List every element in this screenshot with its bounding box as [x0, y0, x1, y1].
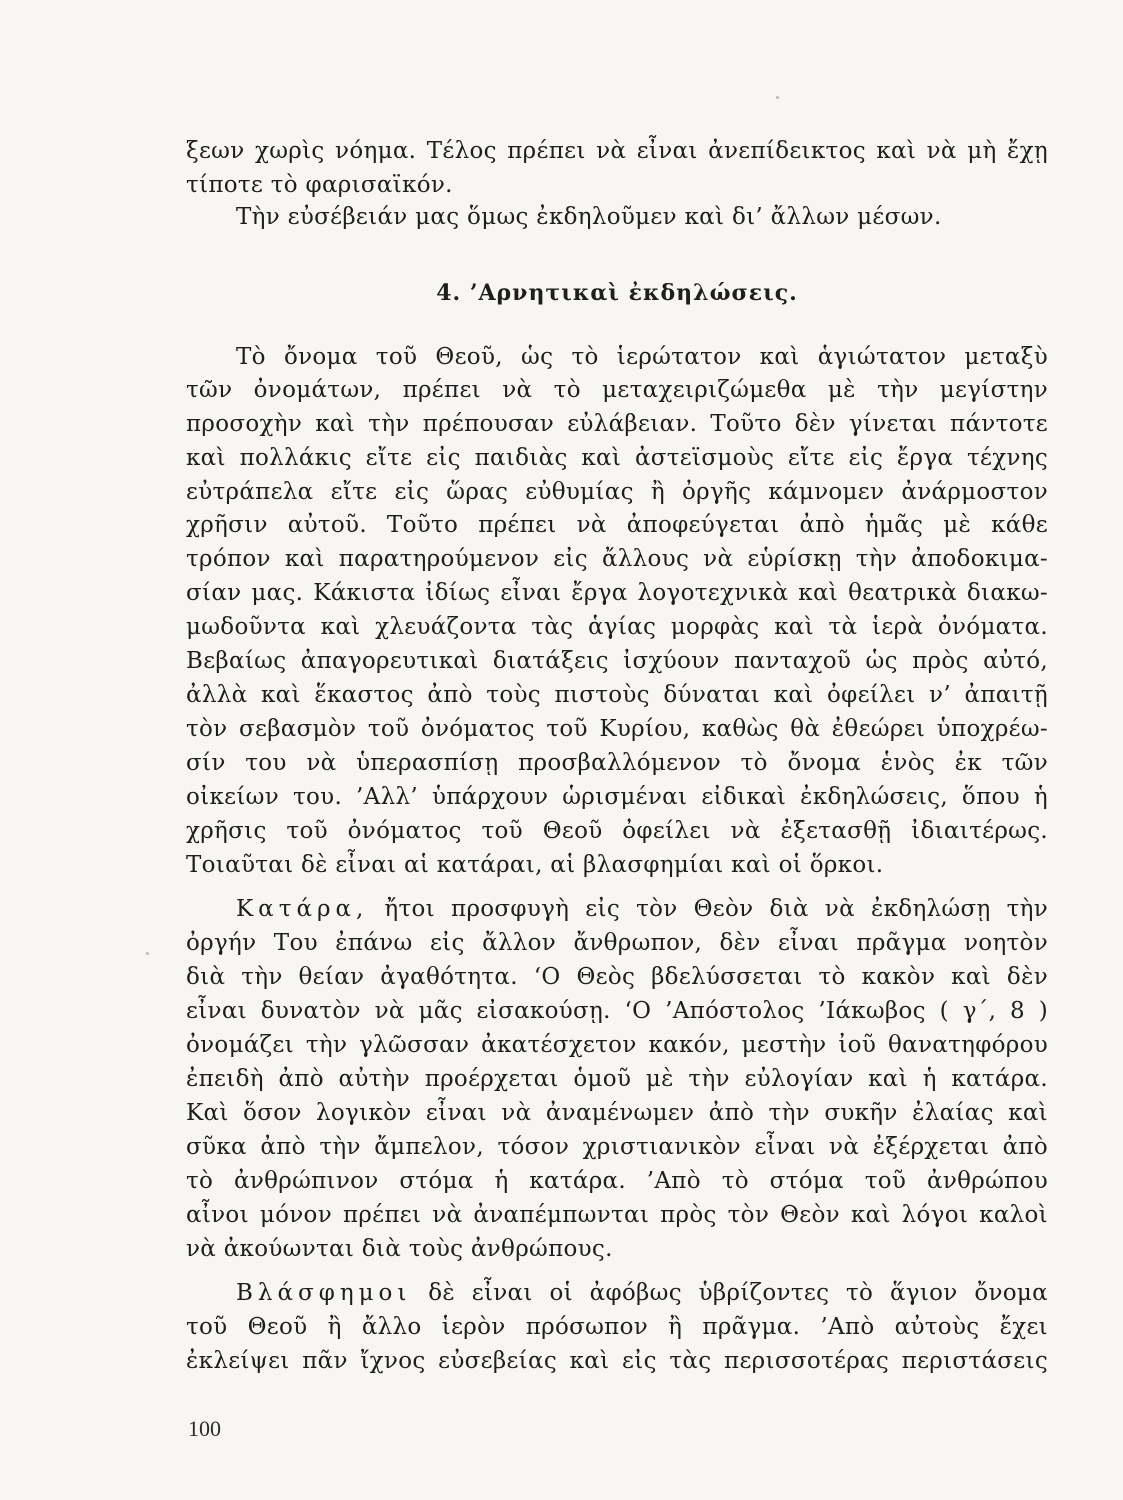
text-line: τοῦ Θεοῦ ἢ ἄλλο ἱερὸν πρόσωπον ἢ πρᾶγμα. ’Απὸ αὐτοὺς ἔχει	[186, 1314, 1048, 1340]
text-line: καὶ πολλάκις εἴτε εἰς παιδιὰς καὶ ἀστεϊσμοὺς εἴτε εἰς ἔργα τέχνης	[186, 445, 1048, 471]
line-rest: δὲ εἶναι οἱ ἀφόβως ὑβρίζοντες τὸ ἅγιον ὄνομα	[428, 1280, 1048, 1306]
paper-speck	[146, 952, 149, 955]
text-line: ξεων χωρὶς νόημα. Τέλος πρέπει νὰ εἶναι ἀνεπίδεικτος καὶ νὰ μὴ ἔχῃ	[186, 138, 1048, 164]
text-line: τὸ ἀνθρώπινον στόμα ἡ κατάρα. ’Απὸ τὸ στόμα τοῦ ἀνθρώπου	[186, 1168, 1048, 1194]
text-line: Τοιαῦται δὲ εἶναι αἱ κατάραι, αἱ βλασφημίαι καὶ οἱ ὅρκοι.	[186, 852, 884, 878]
text-line: διὰ τὴν θείαν ἀγαθότητα. ‘Ο Θεὸς βδελύσσεται τὸ κακὸν καὶ δὲν	[186, 964, 1048, 990]
text-line: σίν του νὰ ὑπερασπίσῃ προσβαλλόμενον τὸ ὄνομα ἑνὸς ἐκ τῶν	[186, 750, 1048, 776]
text-line: χρῆσιν αὐτοῦ. Τοῦτο πρέπει νὰ ἀποφεύγεται ἀπὸ ἡμᾶς μὲ κάθε	[186, 512, 1048, 538]
text-line: σίαν μας. Κάκιστα ἰδίως εἶναι ἔργα λογοτεχνικὰ καὶ θεατρικὰ διακω-	[186, 580, 1048, 606]
text-line: τίποτε τὸ φαρισαϊκόν.	[186, 172, 453, 198]
line-rest: ἤτοι προσφυγὴ εἰς τὸν Θεὸν διὰ νὰ ἐκδηλώσῃ τὴν	[384, 896, 1048, 922]
text-line: αἶνοι μόνον πρέπει νὰ ἀναπέμπωνται πρὸς τὸν Θεὸν καὶ λόγοι καλοὶ	[186, 1202, 1048, 1228]
text-line: ὀνομάζει τὴν γλῶσσαν ἀκατέσχετον κακόν, μεστὴν ἰοῦ θανατηφόρου	[186, 1032, 1048, 1058]
text-line: προσοχὴν καὶ τὴν πρέπουσαν εὐλάβειαν. Τοῦτο δὲν γίνεται πάντοτε	[186, 411, 1048, 437]
text-line: ἐκλείψει πᾶν ἴχνος εὐσεβείας καὶ εἰς τὰς περισσοτέρας περιστάσεις	[186, 1348, 1048, 1374]
text-line	[236, 1276, 1048, 1310]
text-line: νὰ ἀκούωνται διὰ τοὺς ἀνθρώπους.	[186, 1236, 613, 1262]
paper-speck	[776, 96, 779, 99]
text-line: Τὴν εὐσέβειάν μας ὅμως ἐκδηλοῦμεν καὶ δι’ ἄλλων μέσων.	[236, 204, 942, 230]
section-heading: 4. ’Αρνητικαὶ ἐκδηλώσεις.	[436, 280, 798, 306]
text-line: οἰκείων του. ’Αλλ’ ὑπάρχουν ὡρισμέναι εἰδικαὶ ἐκδηλώσεις, ὅπου ἡ	[186, 784, 1048, 810]
text-line: χρῆσις τοῦ ὀνόματος τοῦ Θεοῦ ὀφείλει νὰ ἐξετασθῇ ἰδιαιτέρως.	[186, 818, 1048, 844]
text-line: τῶν ὀνομάτων, πρέπει νὰ τὸ μεταχειριζώμεθα μὲ τὴν μεγίστην	[186, 377, 1048, 403]
page-number: 100	[188, 1416, 221, 1441]
text-line: Καὶ ὅσον λογικὸν εἶναι νὰ ἀναμένωμεν ἀπὸ τὴν συκῆν ἐλαίας καὶ	[186, 1100, 1048, 1126]
text-line: εἶναι δυνατὸν νὰ μᾶς εἰσακούσῃ. ‘Ο ’Απόστολος ’Ιάκωβος ( γ΄, 8 )	[186, 998, 1048, 1024]
text-line: Βεβαίως ἀπαγορευτικαὶ διατάξεις ἰσχύουν πανταχοῦ ὡς πρὸς αὐτό,	[186, 648, 1048, 674]
text-line: Τὸ ὄνομα τοῦ Θεοῦ, ὡς τὸ ἱερώτατον καὶ ἁγιώτατον μεταξὺ	[236, 344, 1048, 370]
text-line: τρόπον καὶ παρατηρούμενον εἰς ἄλλους νὰ εὑρίσκῃ τὴν ἀποδοκιμα-	[186, 546, 1048, 572]
text-line	[236, 892, 1048, 926]
text-line: τὸν σεβασμὸν τοῦ ὀνόματος τοῦ Κυρίου, καθὼς θὰ ἐθεώρει ὑποχρέω-	[186, 716, 1048, 742]
text-line: μωδοῦντα καὶ χλευάζοντα τὰς ἁγίας μορφὰς καὶ τὰ ἱερὰ ὀνόματα.	[186, 614, 1048, 640]
text-line: ἐπειδὴ ἀπὸ αὐτὴν προέρχεται ὁμοῦ μὲ τὴν εὐλογίαν καὶ ἡ κατάρα.	[186, 1066, 1048, 1092]
emphasized-term: Βλάσφημοι	[236, 1280, 412, 1306]
text-line: ὀργήν Του ἐπάνω εἰς ἄλλον ἄνθρωπον, δὲν εἶναι πρᾶγμα νοητὸν	[186, 930, 1048, 956]
text-line: σῦκα ἀπὸ τὴν ἄμπελον, τόσον χριστιανικὸν εἶναι νὰ ἐξέρχεται ἀπὸ	[186, 1134, 1048, 1160]
emphasized-term: Κατάρα,	[236, 896, 369, 922]
text-line: εὐτράπελα εἴτε εἰς ὥρας εὐθυμίας ἢ ὀργῆς κάμνομεν ἀνάρμοστον	[186, 479, 1048, 505]
text-line: ἀλλὰ καὶ ἕκαστος ἀπὸ τοὺς πιστοὺς δύναται καὶ ὀφείλει ν’ ἀπαιτῇ	[186, 682, 1048, 708]
